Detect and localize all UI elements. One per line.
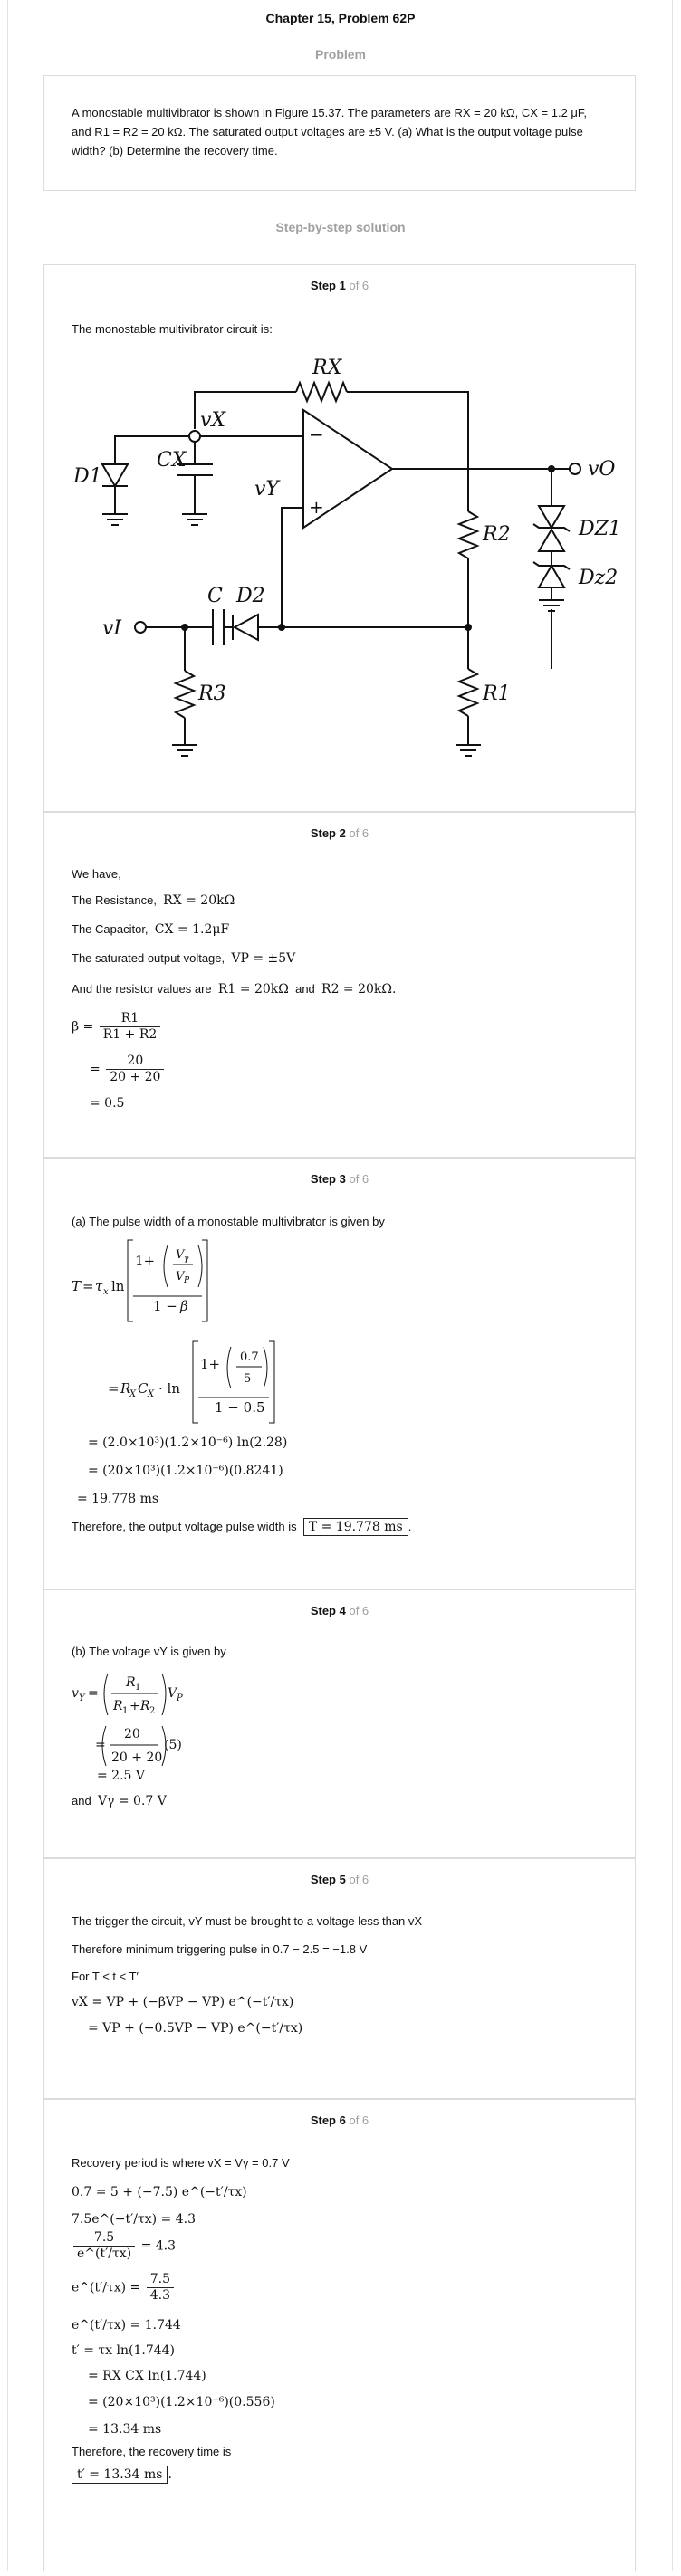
step-card-1 bbox=[43, 264, 636, 812]
svg-text:1: 1 bbox=[135, 1683, 141, 1693]
problem-text: A monostable multivibrator is shown in Figure 15.37. The parameters are RX = 20 kΩ, CX = 1.2 μF, and R1 = R2 = 20 kΩ. The saturated output voltages are ±5 V. (a) What is the output voltage pulse width? (b) Determine the recovery time. bbox=[72, 106, 588, 157]
solution-label: Step-by-step solution bbox=[275, 220, 406, 234]
svg-text:x: x bbox=[103, 1287, 109, 1297]
label-vo: vO bbox=[588, 458, 616, 481]
label-cx: CX bbox=[157, 449, 187, 472]
label-r2: R2 bbox=[483, 523, 511, 546]
step-number: Step 5 bbox=[310, 1873, 346, 1886]
svg-text:ln: ln bbox=[111, 1278, 125, 1294]
label-vx: vX bbox=[200, 409, 226, 432]
step-of: of 6 bbox=[349, 2113, 369, 2127]
svg-text:β: β bbox=[180, 1298, 188, 1314]
step-of: of 6 bbox=[349, 1604, 369, 1617]
step-5-line3: For T < t < T′ bbox=[72, 1970, 139, 1983]
svg-text:P: P bbox=[184, 1276, 190, 1285]
capacitor-eq: CX = 1.2μF bbox=[154, 922, 230, 937]
d2-diode bbox=[233, 615, 258, 640]
ground-symbols bbox=[102, 514, 564, 756]
step-number: Step 4 bbox=[310, 1604, 346, 1617]
step-6-conclusion: Therefore, the recovery time is bbox=[72, 2445, 232, 2458]
dz2-diode bbox=[533, 551, 570, 587]
svg-text:20: 20 bbox=[124, 1727, 140, 1741]
vgamma-eq: Vγ = 0.7 V bbox=[97, 1794, 167, 1808]
step-6-l4: e^(t′/τx) = $\frac{7.5}{4.3}$ bbox=[72, 2272, 176, 2304]
step-5-line2: Therefore minimum triggering pulse in 0.7 − 2.5 = −1.8 V bbox=[72, 1942, 368, 1956]
svg-text:1 − 0.5: 1 − 0.5 bbox=[215, 1399, 265, 1416]
svg-text:C: C bbox=[138, 1380, 149, 1397]
step-1-heading bbox=[44, 279, 635, 292]
rx-resistor bbox=[296, 383, 347, 401]
step-3-line1: = (2.0×10³)(1.2×10⁻⁶) ln(2.28) bbox=[88, 1436, 288, 1450]
svg-text:· ln: · ln bbox=[158, 1380, 180, 1397]
svg-text:+: + bbox=[129, 1699, 140, 1713]
svg-text:(5): (5) bbox=[164, 1738, 182, 1752]
step-5-eq2: = VP + (−0.5VP − VP) e^(−t′/τx) bbox=[88, 2021, 303, 2036]
saturated-line: The saturated output voltage, VP = ±5V bbox=[72, 951, 296, 966]
step-3-conclusion: Therefore, the output voltage pulse width is T = 19.778 ms . bbox=[72, 1520, 412, 1534]
svg-text:τ: τ bbox=[95, 1278, 103, 1294]
resistance-eq: RX = 20kΩ bbox=[163, 893, 235, 908]
resistor-values-line: And the resistor values are R1 = 20kΩ and R2 = 20kΩ. bbox=[72, 982, 397, 997]
node-vo bbox=[570, 463, 580, 474]
label-c: C bbox=[207, 585, 223, 607]
label-plus: + bbox=[309, 496, 324, 518]
problem-label: Problem bbox=[314, 47, 366, 62]
beta-result: = 0.5 bbox=[90, 1096, 125, 1111]
svg-text:γ: γ bbox=[184, 1255, 189, 1264]
step-card-4 bbox=[43, 1589, 636, 1858]
label-vy: vY bbox=[254, 478, 279, 501]
svg-text:20 + 20: 20 + 20 bbox=[111, 1751, 163, 1765]
svg-text:R: R bbox=[126, 1675, 136, 1690]
step-5-line1: The trigger the circuit, vY must be brought to a voltage less than vX bbox=[72, 1914, 423, 1928]
svg-text:V: V bbox=[176, 1270, 185, 1283]
svg-text:0.7: 0.7 bbox=[240, 1350, 259, 1364]
vy-formula bbox=[72, 1670, 271, 1770]
step-5-eq1: vX = VP + (−βVP − VP) e^(−t′/τx) bbox=[72, 1995, 294, 2009]
step-of: of 6 bbox=[349, 826, 369, 840]
label-dz2: Dz2 bbox=[579, 567, 619, 589]
svg-text:1: 1 bbox=[122, 1706, 129, 1716]
node-vi bbox=[135, 622, 146, 633]
resistance-line: The Resistance, RX = 20kΩ bbox=[72, 893, 235, 908]
svg-text:v: v bbox=[72, 1686, 79, 1701]
step-6-heading bbox=[44, 2113, 635, 2127]
label-r1: R1 bbox=[483, 682, 511, 705]
step-6-l9: = 13.34 ms bbox=[88, 2422, 162, 2437]
capacitor-line: The Capacitor, CX = 1.2μF bbox=[72, 922, 230, 937]
step-card-3 bbox=[43, 1158, 636, 1589]
step-3-line2: = (20×10³)(1.2×10⁻⁶)(0.8241) bbox=[88, 1464, 283, 1478]
r3-resistor bbox=[176, 671, 194, 718]
beta-substitution: = $\frac{20}{20 + 20}$ bbox=[90, 1054, 166, 1085]
step-3-intro: (a) The pulse width of a monostable multivibrator is given by bbox=[72, 1215, 385, 1228]
pulse-width-formula bbox=[72, 1235, 343, 1425]
label-vi: vI bbox=[102, 617, 122, 640]
step-card-2 bbox=[43, 812, 636, 1158]
step-3-line3: = 19.778 ms bbox=[77, 1492, 159, 1506]
saturated-eq: VP = ±5V bbox=[231, 951, 296, 966]
step-of: of 6 bbox=[349, 279, 369, 292]
svg-text:=: = bbox=[95, 1738, 106, 1752]
svg-text:1 −: 1 − bbox=[153, 1298, 177, 1314]
svg-text:=: = bbox=[82, 1278, 94, 1294]
recovery-time-answer-wrap: t′ = 13.34 ms . bbox=[72, 2466, 172, 2484]
dz1-diode bbox=[533, 506, 570, 551]
step-6-l8: = (20×10³)(1.2×10⁻⁶)(0.556) bbox=[88, 2395, 275, 2409]
svg-text:V: V bbox=[168, 1686, 177, 1701]
circuit-diagram bbox=[44, 329, 637, 799]
beta-equation: β = $\frac{R1}{R1 + R2}$ bbox=[72, 1011, 162, 1043]
svg-text:1+: 1+ bbox=[135, 1253, 156, 1269]
step-6-l1: 0.7 = 5 + (−7.5) e^(−t′/τx) bbox=[72, 2185, 247, 2199]
step-5-heading bbox=[44, 1873, 635, 1886]
step-of: of 6 bbox=[349, 1172, 369, 1186]
page-title: Chapter 15, Problem 62P bbox=[265, 11, 416, 25]
label-d1: D1 bbox=[73, 465, 102, 488]
step-4-heading bbox=[44, 1604, 635, 1617]
svg-text:P: P bbox=[177, 1693, 183, 1703]
svg-text:V: V bbox=[176, 1248, 185, 1262]
step-6-l6: t′ = τx ln(1.744) bbox=[72, 2343, 176, 2358]
svg-text:2: 2 bbox=[149, 1706, 156, 1716]
step-1-intro: The monostable multivibrator circuit is: bbox=[72, 322, 273, 336]
svg-text:X: X bbox=[129, 1389, 137, 1399]
recovery-time-answer: t′ = 13.34 ms bbox=[72, 2466, 168, 2484]
svg-text:R: R bbox=[120, 1380, 131, 1397]
step-card-5 bbox=[43, 1858, 636, 2099]
label-rx: RX bbox=[312, 357, 342, 379]
label-d2: D2 bbox=[236, 585, 265, 607]
step-6-intro: Recovery period is where vX = Vγ = 0.7 V bbox=[72, 2156, 290, 2170]
step-6-l2: 7.5e^(−t′/τx) = 4.3 bbox=[72, 2212, 196, 2227]
node-vx bbox=[189, 431, 200, 442]
label-r3: R3 bbox=[198, 682, 226, 705]
step-3-heading bbox=[44, 1172, 635, 1186]
step-number: Step 3 bbox=[310, 1172, 346, 1186]
svg-text:R: R bbox=[113, 1699, 123, 1713]
svg-text:R: R bbox=[140, 1699, 150, 1713]
vy-result: = 2.5 V bbox=[97, 1769, 146, 1783]
svg-text:Y: Y bbox=[79, 1693, 85, 1703]
step-6-l5: e^(t′/τx) = 1.744 bbox=[72, 2318, 181, 2333]
step-4-intro: (b) The voltage vY is given by bbox=[72, 1645, 226, 1658]
step-number: Step 2 bbox=[310, 826, 346, 840]
label-minus: − bbox=[309, 424, 324, 445]
d1-diode bbox=[102, 464, 128, 486]
svg-text:T: T bbox=[72, 1278, 82, 1294]
step-2-heading bbox=[44, 826, 635, 840]
svg-text:5: 5 bbox=[244, 1372, 252, 1386]
svg-text:X: X bbox=[148, 1389, 155, 1399]
svg-text:=: = bbox=[108, 1380, 120, 1397]
r1-resistor bbox=[459, 669, 477, 716]
svg-text:=: = bbox=[88, 1686, 99, 1701]
step-number: Step 1 bbox=[310, 279, 346, 292]
step-of: of 6 bbox=[349, 1873, 369, 1886]
step-6-l3: $\frac{7.5}{e\^{}(t'/\tau x)}$ = 4.3 bbox=[72, 2230, 176, 2262]
svg-text:1+: 1+ bbox=[200, 1356, 221, 1372]
step-number: Step 6 bbox=[310, 2113, 346, 2127]
pulse-width-answer: T = 19.778 ms bbox=[303, 1518, 408, 1536]
r2-resistor bbox=[459, 511, 477, 558]
wire-plus bbox=[282, 508, 303, 627]
vgamma-line: and Vγ = 0.7 V bbox=[72, 1794, 167, 1808]
label-dz1: DZ1 bbox=[579, 518, 621, 540]
step-6-l7: = RX CX ln(1.744) bbox=[88, 2369, 206, 2383]
we-have: We have, bbox=[72, 867, 121, 881]
step-card-6 bbox=[43, 2099, 636, 2571]
